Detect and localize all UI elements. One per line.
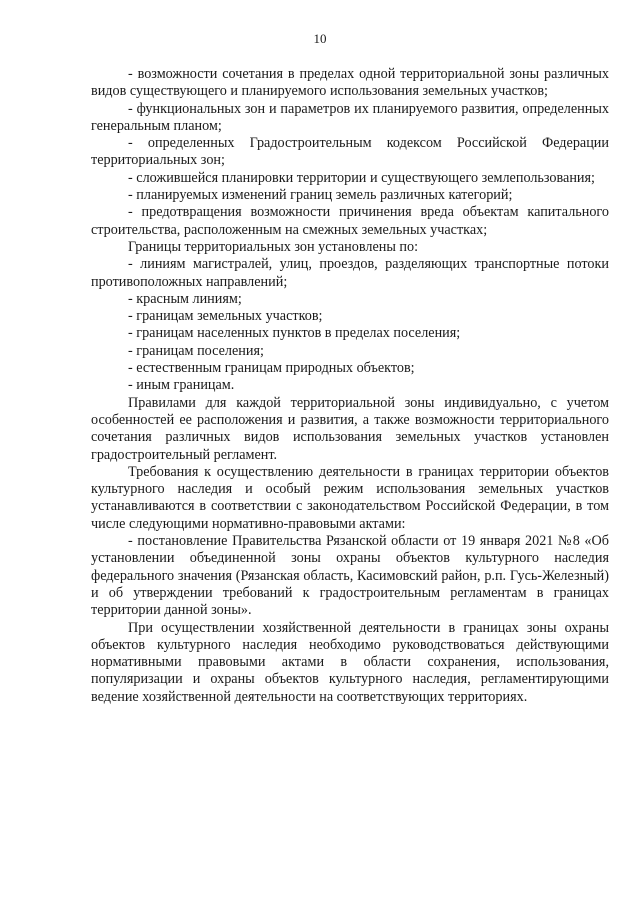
page-number: 10 bbox=[313, 31, 327, 46]
paragraph: - линиям магистралей, улиц, проездов, разделяющих транспортные потоки противоположных направлений; bbox=[91, 256, 609, 290]
paragraph: Требования к осуществлению деятельности в границах территории объектов культурного наследия и особый режим использования земельных участков устанавливаются в соответствии с законодательством Российской Федерации, в том числе следующими нормативно-правовыми актами: bbox=[91, 463, 609, 532]
paragraph: - иным границам. bbox=[128, 377, 235, 394]
paragraph: - красным линиям; bbox=[128, 290, 242, 307]
paragraph: При осуществлении хозяйственной деятельности в границах зоны охраны объектов культурного наследия необходимо руководствоваться действующими нормативными правовыми актами в области сохранения, использования, популяризации и охраны объектов культурного наследия, регламентирующими ведение хозяйственной деятельности на соответствующих территориях. bbox=[91, 619, 609, 705]
paragraph: - предотвращения возможности причинения вреда объектам капитального строительства, расположенным на смежных земельных участках; bbox=[91, 204, 609, 238]
paragraph: - постановление Правительства Рязанской области от 19 января 2021 №8 «Об установлении объединенной зоны охраны объектов культурного наследия федерального значения (Рязанская область, Касимовский район, р.п. Гусь-Железный) и об утверждении требований к градостроительным регламентам в границах территории данной зоны». bbox=[91, 533, 609, 619]
paragraph: - возможности сочетания в пределах одной территориальной зоны различных видов существующего и планируемого использования земельных участков; bbox=[91, 66, 609, 100]
paragraph: Границы территориальных зон установлены по: bbox=[128, 238, 419, 255]
paragraph: - естественным границам природных объектов; bbox=[128, 360, 415, 377]
paragraph: - границам поселения; bbox=[128, 342, 264, 359]
paragraph: Правилами для каждой территориальной зоны индивидуально, с учетом особенностей ее расположения и развития, а также возможности территориального сочетания различных видов использования земельных участков установлен градостроительный регламент. bbox=[91, 394, 609, 463]
paragraph: - определенных Градостроительным кодексом Российской Федерации территориальных зон; bbox=[91, 135, 609, 169]
paragraph: - границам земельных участков; bbox=[128, 308, 323, 325]
paragraph: - границам населенных пунктов в пределах поселения; bbox=[128, 325, 461, 342]
document-body bbox=[91, 66, 609, 706]
paragraph: - сложившейся планировки территории и существующего землепользования; bbox=[128, 169, 595, 186]
paragraph: - функциональных зон и параметров их планируемого развития, определенных генеральным планом; bbox=[91, 100, 609, 134]
paragraph: - планируемых изменений границ земель различных категорий; bbox=[128, 187, 513, 204]
